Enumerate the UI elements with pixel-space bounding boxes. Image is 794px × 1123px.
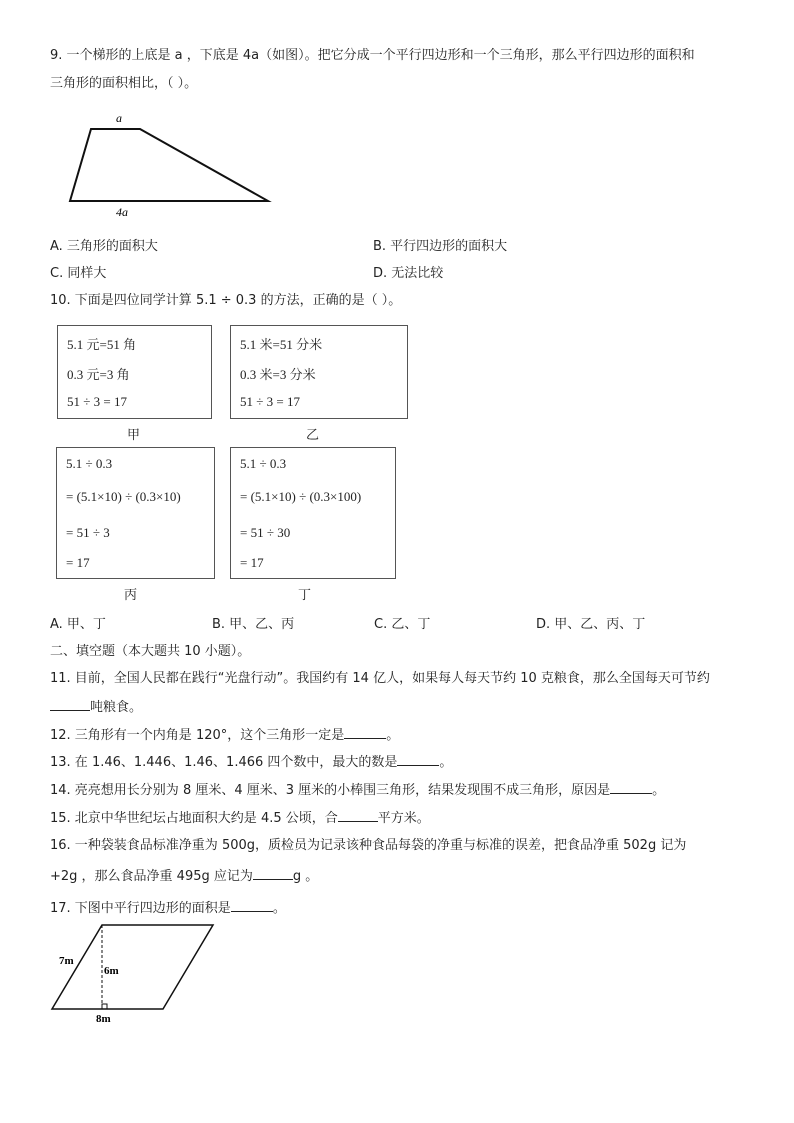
q9-option-b: B. 平行四边形的面积大 (373, 239, 508, 254)
trapezoid-bottom-label: 4a (116, 205, 128, 219)
q10-option-b: B. 甲、乙、丙 (212, 617, 295, 632)
box-caption-bing: 丙 (124, 588, 138, 603)
answer-blank[interactable] (397, 752, 439, 766)
q12-text: 12. 三角形有一个内角是 120°，这个三角形一定是 (50, 728, 345, 743)
method-box-bing (56, 447, 215, 579)
q10-stem: 10. 下面是四位同学计算 5.1 ÷ 0.3 的方法，正确的是（ ）。 (50, 293, 402, 308)
box-line: 0.3 米=3 分米 (240, 367, 316, 382)
q12-line (50, 725, 399, 745)
box-line: = (5.1×10) ÷ (0.3×100) (240, 489, 362, 504)
q9-line1: 9. 一个梯形的上底是 a ，下底是 4a（如图）。把它分成一个平行四边形和一个三角形，那么平行四边形的面积和 (50, 48, 695, 63)
box-line: 5.1 元=51 角 (67, 337, 137, 352)
q15-end: 平方米。 (377, 811, 430, 826)
method-box-ding (230, 447, 396, 579)
box-line: 51 ÷ 3 = 17 (240, 394, 300, 409)
box-caption-jia: 甲 (127, 428, 141, 443)
q9-option-a: A. 三角形的面积大 (50, 239, 158, 254)
box-line: 0.3 元=3 角 (67, 367, 130, 382)
answer-blank[interactable] (610, 780, 652, 794)
q16-text: +2g ，那么食品净重 495g 应记为 (50, 869, 253, 884)
q9-option-d: D. 无法比较 (373, 266, 444, 281)
q10-option-d: D. 甲、乙、丙、丁 (536, 617, 646, 632)
method-box-jia (57, 325, 212, 419)
q14-line (50, 780, 665, 800)
q10-option-c: C. 乙、丁 (374, 617, 431, 632)
q15-line (50, 808, 430, 828)
q17-line (50, 898, 286, 918)
box-caption-yi: 乙 (306, 428, 320, 443)
box-caption-ding: 丁 (298, 588, 312, 603)
box-line: = 17 (66, 555, 90, 570)
q11-line2 (50, 697, 142, 717)
parallelogram-figure (45, 920, 225, 1030)
box-line: = 51 ÷ 30 (240, 525, 291, 540)
side-label: 7m (59, 955, 74, 967)
box-line: = 17 (240, 555, 264, 570)
q17-end: 。 (272, 901, 286, 916)
q17-text: 17. 下图中平行四边形的面积是 (50, 901, 231, 916)
q13-line (50, 752, 452, 772)
trapezoid-figure (60, 110, 280, 225)
q16-line2 (50, 866, 318, 886)
q14-end: 。 (652, 783, 666, 798)
answer-blank[interactable] (50, 697, 90, 711)
answer-blank[interactable] (344, 725, 386, 739)
q12-end: 。 (386, 728, 400, 743)
q16-end: g 。 (292, 869, 319, 884)
answer-blank[interactable] (231, 898, 273, 912)
answer-blank[interactable] (338, 808, 378, 822)
q16-line1: 16. 一种袋装食品标准净重为 500g，质检员为记录该种食品每袋的净重与标准的误差，把食品净重 502g 记为 (50, 838, 687, 853)
q13-end: 。 (439, 755, 453, 770)
q9-option-c: C. 同样大 (50, 266, 107, 281)
height-label: 6m (104, 965, 119, 977)
method-box-yi (230, 325, 408, 419)
q9-line2: 三角形的面积相比，（ ）。 (50, 76, 198, 91)
q11-line2-text: 吨粮食。 (90, 700, 143, 715)
box-line: 5.1 ÷ 0.3 (240, 456, 287, 471)
box-line: = 51 ÷ 3 (66, 525, 110, 540)
base-label: 8m (96, 1013, 111, 1025)
q15-text: 15. 北京中华世纪坛占地面积大约是 4.5 公顷，合 (50, 811, 338, 826)
q14-text: 14. 亮亮想用长分别为 8 厘米、4 厘米、3 厘米的小棒围三角形，结果发现围不成三角形，原因是 (50, 783, 611, 798)
section-title: 二、填空题（本大题共 10 小题）。 (50, 644, 251, 659)
box-line: 51 ÷ 3 = 17 (67, 394, 127, 409)
q13-text: 13. 在 1.46、1.446、1.46̇、1.466 四个数中，最大的数是 (50, 755, 398, 770)
q10-option-a: A. 甲、丁 (50, 617, 106, 632)
q11-line1: 11. 目前，全国人民都在践行“光盘行动”。我国约有 14 亿人，如果每人每天节约 10 克粮食，那么全国每天可节约 (50, 671, 710, 686)
trapezoid-top-label: a (116, 111, 122, 125)
box-line: 5.1 ÷ 0.3 (66, 456, 113, 471)
answer-blank[interactable] (253, 866, 293, 880)
box-line: 5.1 米=51 分米 (240, 337, 323, 352)
box-line: = (5.1×10) ÷ (0.3×10) (66, 489, 181, 504)
